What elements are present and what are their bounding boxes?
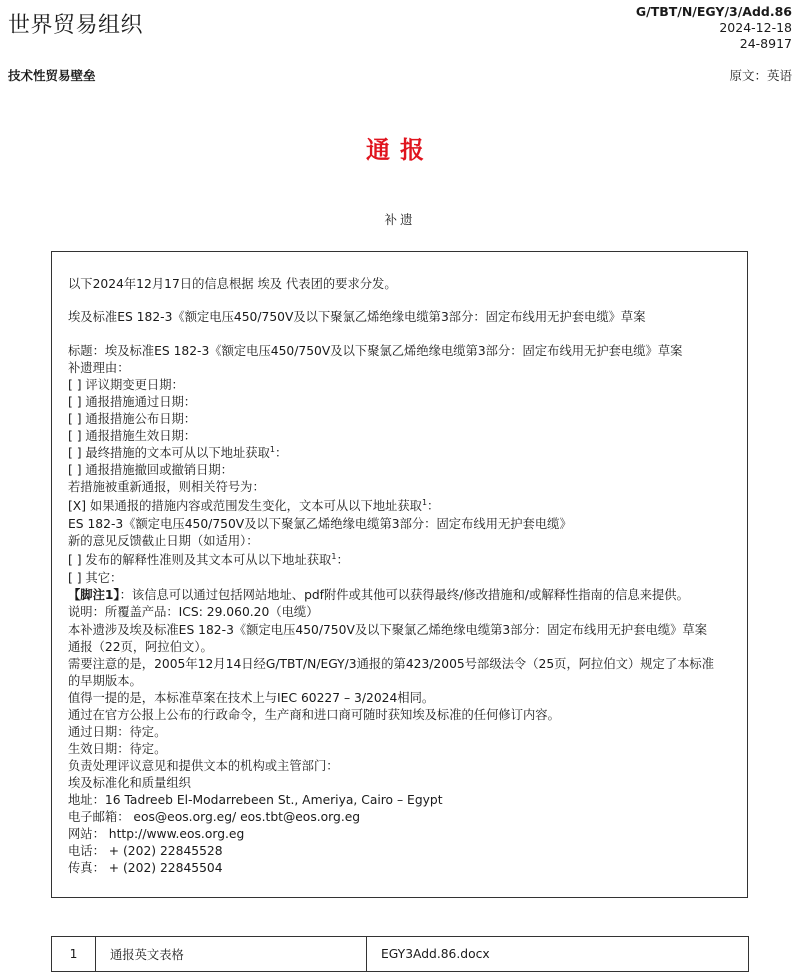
attachment-file-link[interactable]: EGY3Add.86.docx [367, 937, 749, 972]
check-guidance-label: [ ] 发布的解释性准则及其文本可从以下地址获取 [68, 553, 332, 567]
check-comment-period: [ ] 评议期变更日期： [68, 378, 184, 392]
renotified-line: 若措施被重新通报，则相关符号为： [68, 480, 265, 494]
publish-line: 通过在官方公报上公布的行政命令，生产商和进口商可随时获知埃及标准的任何修订内容。 [68, 708, 560, 722]
notification-content-box [51, 251, 748, 898]
document-symbol: G/TBT/N/EGY/3/Add.86 [635, 4, 792, 19]
agency-phone: 电话： + (202) 22845528 [68, 844, 223, 858]
footnote-ref: 1 [269, 445, 275, 454]
adoption-date: 通过日期：待定。 [68, 725, 167, 739]
check-entry-force: [ ] 通报措施生效日期： [68, 429, 197, 443]
agency-fax: 传真： + (202) 22845504 [68, 861, 223, 875]
document-date: 2024-12-18 [719, 20, 792, 35]
agency-address: 地址：16 Tadreeb El-Modarrebeen St., Ameriya, Cairo – Egypt [68, 793, 443, 807]
measure-line: 埃及标准ES 182-3《额定电压450/750V及以下聚氯乙烯绝缘电缆第3部分：固定布线用无护套电缆》草案 [68, 310, 646, 324]
check-adoption: [ ] 通报措施通过日期： [68, 395, 197, 409]
addendum-line-2: 通报（22页，阿拉伯文）。 [68, 640, 213, 654]
new-deadline-line: 新的意见反馈截止日期（如适用）： [68, 534, 259, 548]
table-row [52, 937, 749, 972]
footnote-label: 【脚注1】 [68, 588, 120, 602]
check-modified-label: [X] 如果通报的措施内容或范围发生变化，文本可从以下地址获取 [68, 499, 422, 513]
original-language: 原文：英语 [729, 68, 792, 83]
agency-name: 埃及标准化和质量组织 [68, 776, 191, 790]
modified-text-line: ES 182-3《额定电压450/750V及以下聚氯乙烯绝缘电缆第3部分：固定布线用无护套电缆》 [68, 517, 572, 531]
footnote-ref: 1 [331, 552, 337, 561]
committee-name: 技术性贸易壁垒 [8, 68, 96, 83]
footnote-text: ：该信息可以通过包括网站地址、pdf附件或其他可以获得最终/修改措施和/或解释性指南的信息来提供。 [119, 588, 689, 602]
addendum-line-1: 本补遗涉及埃及标准ES 182-3《额定电压450/750V及以下聚氯乙烯绝缘电缆第3部分：固定布线用无护套电缆》草案 [68, 623, 708, 637]
agency-header: 负责处理评议意见和提供文本的机构或主管部门： [68, 759, 339, 773]
intro-line: 以下2024年12月17日的信息根据 埃及 代表团的要求分发。 [68, 277, 397, 291]
colon: ： [427, 499, 440, 513]
title-line: 标题：埃及标准ES 182-3《额定电压450/750V及以下聚氯乙烯绝缘电缆第3部分：固定布线用无护套电缆》草案 [68, 344, 683, 358]
addendum-subtitle: 补遗 [384, 212, 416, 227]
agency-email[interactable]: 电子邮箱： eos@eos.org.eg/ eos.tbt@eos.org.eg [68, 810, 361, 824]
note-line-1: 需要注意的是，2005年12月14日经G/TBT/N/EGY/3通报的第423/2005号部级法令（25页，阿拉伯文）规定了本标准 [68, 657, 715, 671]
description-line: 说明：所覆盖产品：ICS: 29.060.20（电缆） [68, 605, 319, 619]
footnote-line [68, 587, 731, 604]
check-withdrawn: [ ] 通报措施撤回或撤销日期： [68, 463, 233, 477]
attachment-label: 通报英文表格 [96, 937, 367, 972]
footnote-ref: 1 [421, 498, 428, 507]
check-publication: [ ] 通报措施公布日期： [68, 412, 197, 426]
check-other: [ ] 其它： [68, 571, 123, 585]
iec-line: 值得一提的是，本标准草案在技术上与IEC 60227 – 3/2024相同。 [68, 691, 435, 705]
check-guidance [68, 552, 731, 569]
check-final-text-label: [ ] 最终措施的文本可从以下地址获取 [68, 446, 270, 460]
document-reference [636, 4, 792, 52]
colon: ： [274, 446, 288, 460]
note-line-2: 的早期版本。 [68, 674, 142, 688]
reason-header: 补遗理由： [68, 361, 130, 375]
colon: ： [336, 553, 349, 567]
attachments-table [51, 936, 749, 972]
agency-website[interactable]: 网站： http://www.eos.org.eg [68, 827, 245, 841]
wto-org-name: 世界贸易组织 [8, 13, 144, 38]
notification-title: 通报 [366, 136, 434, 164]
attachment-index: 1 [52, 937, 96, 972]
check-final-text [68, 445, 731, 462]
entry-force-date: 生效日期：待定。 [68, 742, 167, 756]
document-number: 24-8917 [739, 36, 792, 51]
check-modified [68, 498, 731, 515]
